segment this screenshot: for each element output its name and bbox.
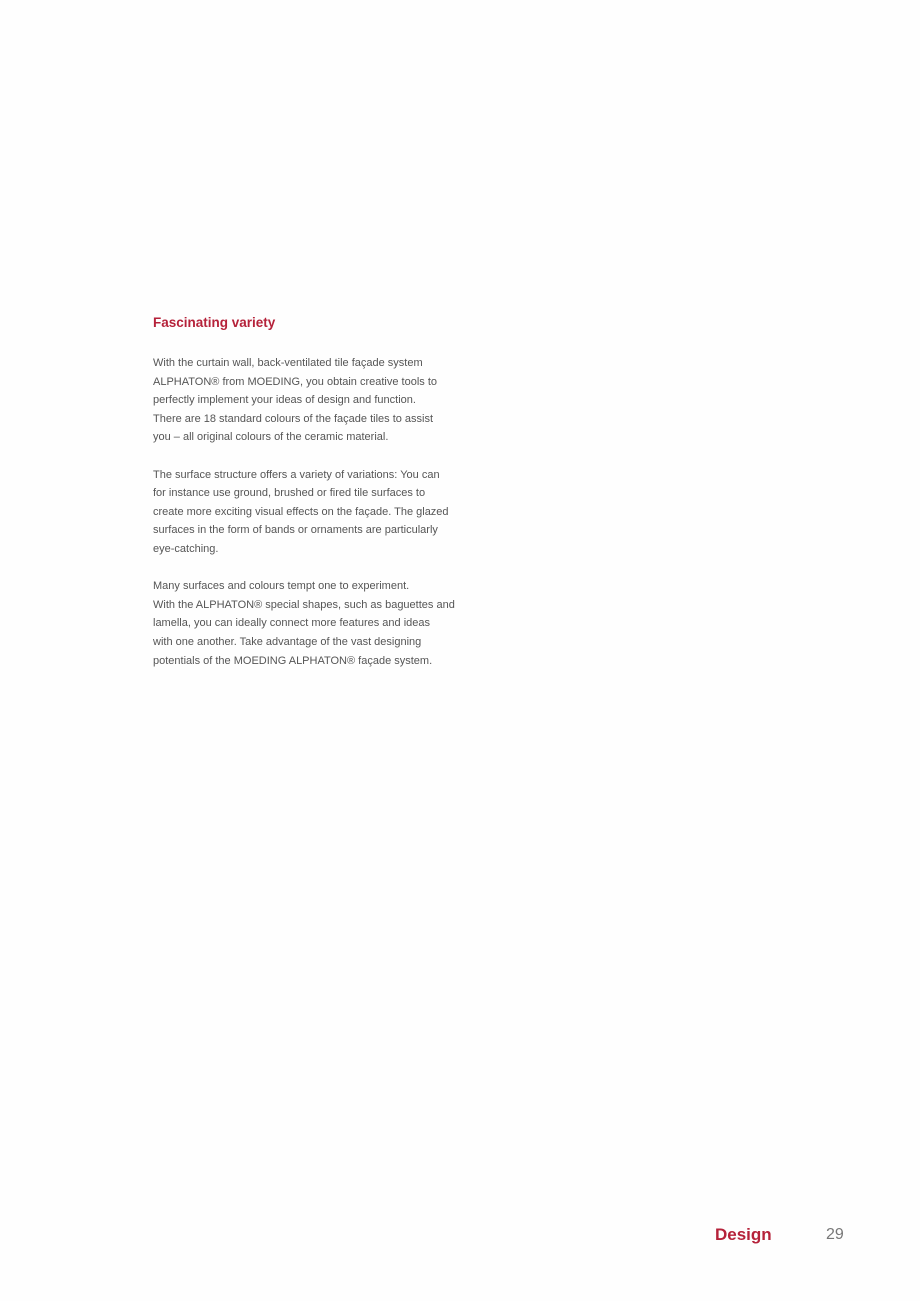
- paragraph-surface-structure: [153, 466, 463, 559]
- paragraph-line: with one another. Take advantage of the vast designing: [153, 635, 422, 648]
- paragraph-line: potentials of the MOEDING ALPHATON® façade system.: [153, 654, 433, 667]
- paragraph-line: ALPHATON® from MOEDING, you obtain creative tools to: [153, 375, 438, 388]
- paragraph-line: With the ALPHATON® special shapes, such as baguettes and: [153, 598, 455, 611]
- section-label: Design: [715, 1225, 772, 1244]
- article: [153, 313, 463, 689]
- paragraph-line: you – all original colours of the ceramic material.: [153, 431, 389, 444]
- paragraph-line: perfectly implement your ideas of design and function.: [153, 394, 416, 407]
- paragraph-line: With the curtain wall, back-ventilated tile façade system: [153, 357, 423, 369]
- paragraph-line: There are 18 standard colours of the façade tiles to assist: [153, 412, 434, 425]
- paragraph-special-shapes: [153, 577, 463, 670]
- paragraph-line: lamella, you can ideally connect more features and ideas: [153, 617, 430, 630]
- page-footer: [0, 1223, 920, 1247]
- paragraph-line: create more exciting visual effects on the façade. The glazed: [153, 505, 449, 518]
- paragraph-intro: [153, 354, 463, 447]
- page-number: 29: [826, 1226, 844, 1243]
- paragraph-line: eye-catching.: [153, 542, 219, 555]
- paragraph-line: The surface structure offers a variety of variations: You can: [153, 468, 440, 481]
- article-heading: Fascinating variety: [153, 315, 276, 330]
- paragraph-line: for instance use ground, brushed or fired tile surfaces to: [153, 487, 426, 500]
- paragraph-line: surfaces in the form of bands or ornaments are particularly: [153, 524, 438, 537]
- paragraph-line: Many surfaces and colours tempt one to experiment.: [153, 580, 410, 593]
